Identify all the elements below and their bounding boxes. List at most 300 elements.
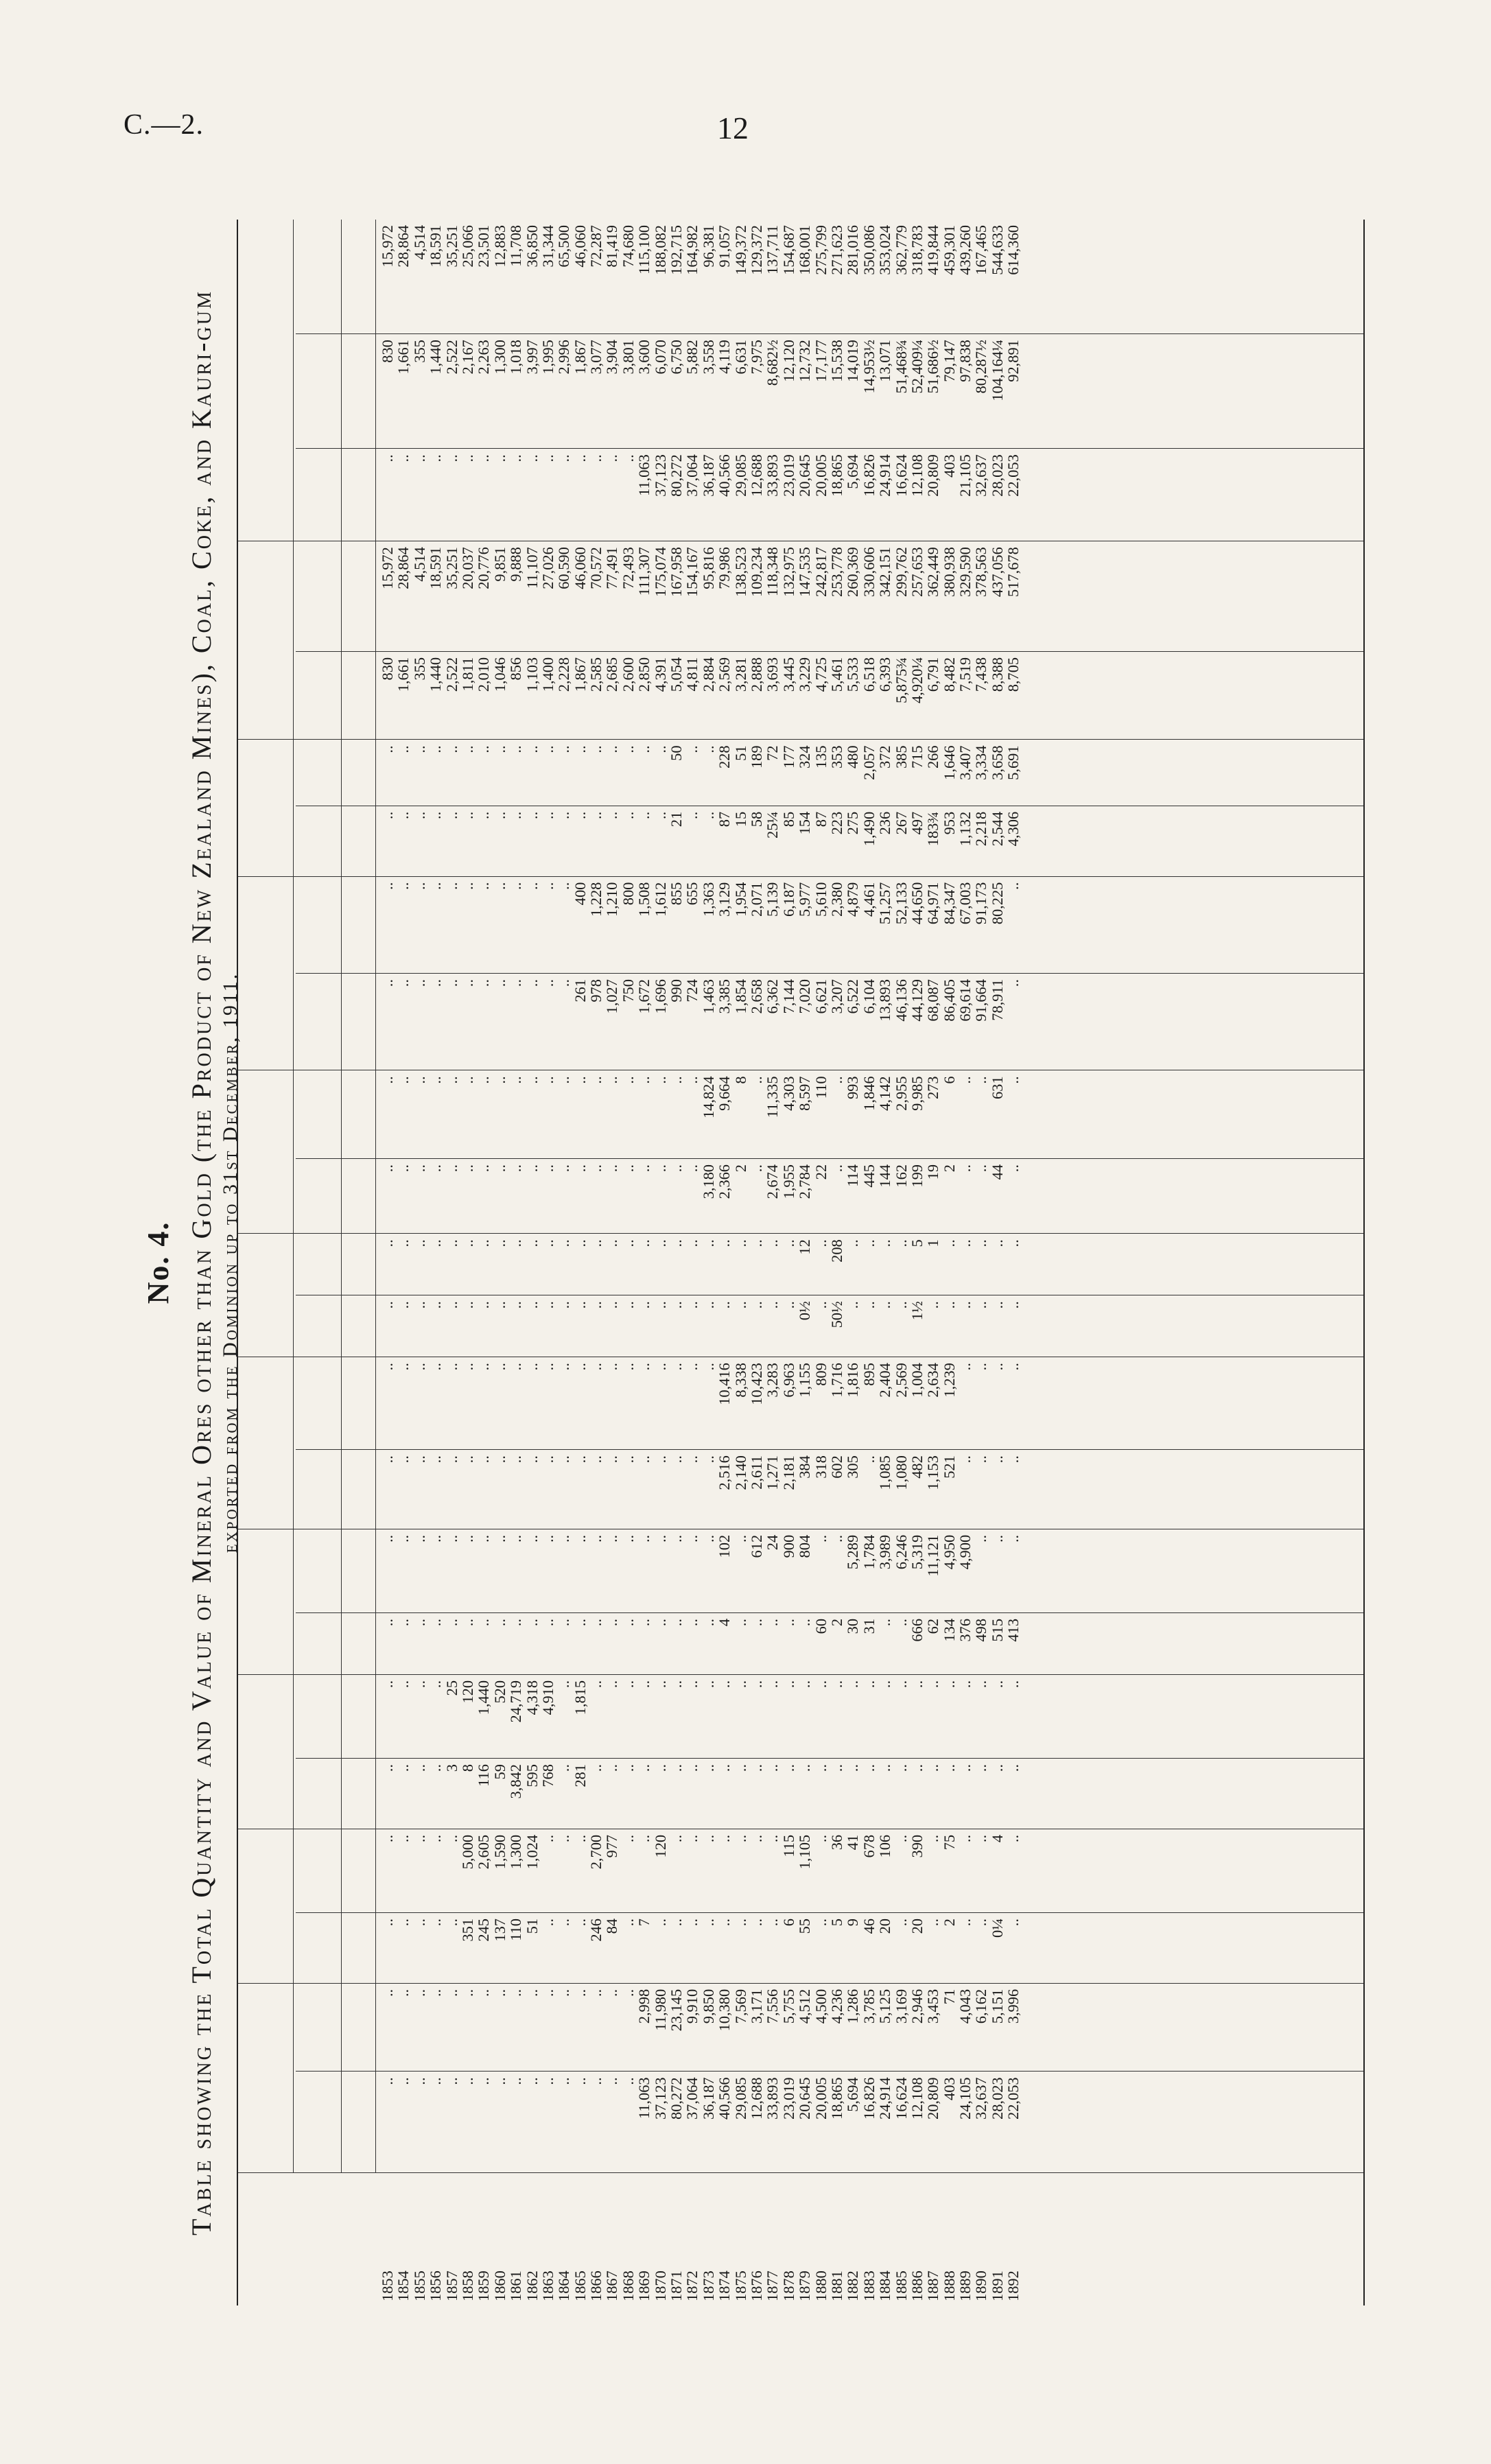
table-cell: .. <box>683 1301 701 1309</box>
table-cell: 11,335 <box>764 1076 782 1118</box>
table-cell: 67,003 <box>956 882 974 925</box>
table-cell: 2,522 <box>443 340 460 375</box>
table-cell: 11,107 <box>523 547 541 589</box>
table-cell: .. <box>668 1164 685 1173</box>
table-cell: 271,623 <box>827 225 845 275</box>
table-cell: .. <box>555 1301 573 1309</box>
table-cell: .. <box>587 2077 605 2085</box>
table-cell: .. <box>395 2077 412 2085</box>
table-cell: 246 <box>587 1919 605 1942</box>
table-cell: 2,366 <box>716 1164 733 1199</box>
table-cell: 72 <box>764 745 782 761</box>
table-cell: 7,569 <box>731 1988 749 2024</box>
table-cell: .. <box>988 1534 1006 1543</box>
table-cell: .. <box>571 811 589 820</box>
table-cell: .. <box>458 1618 476 1627</box>
table-cell: 3,077 <box>587 340 605 375</box>
table-cell: .. <box>1005 1455 1022 1464</box>
table-cell: 9 <box>844 1919 862 1927</box>
table-cell: 1 <box>924 1239 942 1247</box>
table-cell: 177 <box>779 745 797 769</box>
table-cell: .. <box>668 1834 685 1843</box>
table-cell: 24,719 <box>507 1680 525 1723</box>
sub-header-haematite_tons <box>297 1295 338 1357</box>
sub-header-rule <box>341 220 342 2173</box>
table-cell: .. <box>812 1239 830 1247</box>
table-cell: 24,105 <box>956 2077 974 2120</box>
table-cell: 4,306 <box>1005 811 1022 847</box>
table-cell: 750 <box>619 979 637 1002</box>
table-cell: 2,784 <box>796 1164 814 1199</box>
table-cell: .. <box>956 1834 974 1843</box>
table-cell: .. <box>764 1919 782 1927</box>
sub-header-kauri_value <box>297 541 338 652</box>
table-cell: 37,064 <box>683 454 701 497</box>
table-cell: .. <box>539 1164 556 1173</box>
table-cell: 95,816 <box>699 547 717 589</box>
table-cell: .. <box>635 1239 653 1247</box>
table-cell: 1,672 <box>635 979 653 1014</box>
table-cell: 362,449 <box>924 547 942 597</box>
table-cell: .. <box>924 1834 942 1843</box>
sub-header-mixed_tons <box>297 1159 338 1234</box>
table-cell: 242,817 <box>812 547 830 597</box>
table-cell: 1,155 <box>796 1363 814 1398</box>
table-cell: 342,151 <box>876 547 894 597</box>
table-cell: 655 <box>683 882 701 906</box>
table-cell: .. <box>507 882 525 890</box>
table-cell: .. <box>619 1988 637 1997</box>
table-caption <box>134 220 242 2305</box>
table-cell: 3,904 <box>603 340 621 375</box>
table-cell: 50 <box>668 745 685 761</box>
table-cell: 40,566 <box>716 454 733 497</box>
table-cell: .. <box>379 882 396 890</box>
table-cell: .. <box>410 1618 428 1627</box>
table-cell: 520 <box>491 1680 508 1704</box>
table-cell: 305 <box>844 1455 862 1479</box>
table-cell: 28,023 <box>988 2077 1006 2120</box>
table-cell: 631 <box>988 1076 1006 1100</box>
table-cell: .. <box>458 1301 476 1309</box>
table-cell: .. <box>443 2077 460 2085</box>
table-cell: .. <box>764 1301 782 1309</box>
table-cell: 804 <box>796 1534 814 1558</box>
table-cell: .. <box>619 1455 637 1464</box>
table-cell: 1,286 <box>844 1988 862 2024</box>
table-cell: .. <box>699 1534 717 1543</box>
column-group-coal <box>241 877 289 1071</box>
table-cell: 20 <box>908 1919 926 1934</box>
table-cell: 6,631 <box>731 340 749 375</box>
table-cell: .. <box>555 1164 573 1173</box>
table-cell: .. <box>475 745 493 753</box>
table-cell: .. <box>443 1363 460 1371</box>
table-cell: .. <box>956 1076 974 1084</box>
table-cell: 77,491 <box>603 547 621 589</box>
table-cell: 4,514 <box>410 547 428 582</box>
column-group-chrome <box>241 1675 289 1829</box>
table-cell: 162 <box>892 1164 910 1188</box>
table-cell: 977 <box>603 1834 621 1858</box>
table-cell: .. <box>972 1164 990 1173</box>
table-cell: .. <box>443 1534 460 1543</box>
table-cell: 6 <box>779 1919 797 1927</box>
table-cell: 1,716 <box>827 1363 845 1398</box>
table-cell: .. <box>523 1363 541 1371</box>
table-cell: 11,063 <box>635 2077 653 2120</box>
table-cell: 1867 <box>603 2271 621 2301</box>
table-cell: 11,063 <box>635 454 653 496</box>
table-cell: 23,145 <box>668 1988 685 2032</box>
table-cell: 1,811 <box>458 657 476 692</box>
sub-column-divider <box>296 876 1363 877</box>
sub-header-copper_tons <box>297 1913 338 1984</box>
table-cell: .. <box>668 1239 685 1247</box>
table-cell: 62 <box>924 1618 942 1634</box>
table-cell: 1865 <box>571 2271 589 2301</box>
table-cell: 978 <box>587 979 605 1002</box>
sub-header-chrome_value <box>297 1675 338 1759</box>
table-cell: 8,705 <box>1005 657 1022 692</box>
table-cell: 353,024 <box>876 225 894 275</box>
table-cell: .. <box>458 1076 476 1084</box>
table-cell: 5,054 <box>668 657 685 692</box>
unit-label-mixed_value <box>347 1070 370 1159</box>
table-cell: .. <box>539 1988 556 1997</box>
table-cell: 80,225 <box>988 882 1006 925</box>
table-cell: 1860 <box>491 2271 508 2301</box>
table-cell: 353 <box>827 745 845 769</box>
table-cell: 4,461 <box>860 882 878 917</box>
table-cell: .. <box>908 1764 926 1772</box>
table-cell: 2,228 <box>555 657 573 692</box>
table-cell: .. <box>716 1301 733 1309</box>
table-cell: 1,846 <box>860 1076 878 1111</box>
table-cell: 2,071 <box>747 882 765 917</box>
table-cell: .. <box>443 1455 460 1464</box>
sub-header-totals_value <box>297 220 338 334</box>
table-cell: 116 <box>475 1764 493 1787</box>
table-cell: 809 <box>812 1363 830 1386</box>
table-cell: .. <box>379 811 396 820</box>
table-cell: .. <box>619 811 637 820</box>
table-cell: 25,066 <box>458 225 476 268</box>
table-cell: 3,558 <box>699 340 717 375</box>
table-cell: .. <box>587 1076 605 1084</box>
table-cell: .. <box>651 1534 669 1543</box>
table-cell: 2,998 <box>635 1988 653 2024</box>
table-cell: 6,750 <box>668 340 685 375</box>
table-cell: .. <box>410 979 428 987</box>
table-cell: .. <box>619 454 637 462</box>
table-cell: .. <box>956 1239 974 1247</box>
sub-header-coal_value <box>297 877 338 974</box>
table-cell: 3,693 <box>764 657 782 692</box>
table-cell: 1892 <box>1005 2271 1022 2301</box>
table-cell: .. <box>619 1076 637 1084</box>
table-cell: 612 <box>747 1534 765 1558</box>
table-cell: 21,105 <box>956 454 974 497</box>
table-cell: .. <box>940 1301 958 1309</box>
table-cell: 72,493 <box>619 547 637 589</box>
table-cell: 9,910 <box>683 1988 701 2024</box>
table-cell: .. <box>796 1680 814 1689</box>
table-cell: 20,645 <box>796 454 814 497</box>
table-cell: .. <box>458 454 476 462</box>
table-cell: 267 <box>892 811 910 835</box>
table-cell: 36 <box>827 1834 845 1851</box>
table-cell: .. <box>410 1239 428 1247</box>
table-cell: .. <box>860 1680 878 1689</box>
table-cell: 3,283 <box>764 1363 782 1398</box>
table-cell: .. <box>1005 1076 1022 1084</box>
table-cell: 768 <box>539 1764 556 1787</box>
table-cell: .. <box>410 811 428 820</box>
table-cell: 6,621 <box>812 979 830 1014</box>
table-cell: 1,018 <box>507 340 525 375</box>
table-cell: 4,950 <box>940 1534 958 1570</box>
table-cell: 71 <box>940 1988 958 2005</box>
table-cell: .. <box>555 1363 573 1371</box>
table-cell: .. <box>523 745 541 753</box>
table-cell: .. <box>410 1834 428 1843</box>
table-cell: 51,468¾ <box>892 340 910 394</box>
table-cell: 5,461 <box>827 657 845 692</box>
table-cell: 58 <box>747 811 765 828</box>
table-cell: 2,700 <box>587 1834 605 1870</box>
table-cell: .. <box>747 1764 765 1772</box>
table-cell: .. <box>603 1764 621 1772</box>
table-cell: .. <box>539 882 556 890</box>
table-cell: 378,563 <box>972 547 990 597</box>
table-cell: 35,251 <box>443 547 460 589</box>
table-cell: .. <box>507 1076 525 1084</box>
table-cell: 2,634 <box>924 1363 942 1398</box>
table-cell: .. <box>668 1455 685 1464</box>
table-cell: .. <box>571 1834 589 1843</box>
table-cell: 102 <box>716 1534 733 1558</box>
table-cell: .. <box>699 1455 717 1464</box>
table-cell: .. <box>651 1764 669 1772</box>
table-cell: 29,085 <box>731 454 749 497</box>
table-cell: 5,319 <box>908 1534 926 1570</box>
table-cell: 2 <box>731 1164 749 1173</box>
table-cell: 164,982 <box>683 225 701 275</box>
table-cell: 21 <box>668 811 685 828</box>
table-cell: 18,865 <box>827 2077 845 2120</box>
table-cell: 14,824 <box>699 1076 717 1119</box>
table-cell: .. <box>443 1239 460 1247</box>
table-cell: .. <box>972 1834 990 1843</box>
table-cell: .. <box>539 1534 556 1543</box>
table-cell: .. <box>443 1618 460 1627</box>
table-cell: 253,778 <box>827 547 845 597</box>
table-cell: .. <box>571 1919 589 1927</box>
table-cell: .. <box>651 745 669 753</box>
column-group-coke <box>241 740 289 876</box>
table-cell: 7 <box>635 1919 653 1927</box>
sub-header-haematite_value <box>297 1234 338 1295</box>
table-cell: .. <box>475 979 493 987</box>
table-cell: 46,060 <box>571 225 589 268</box>
table-cell: 9,851 <box>491 547 508 582</box>
table-cell: .. <box>379 1239 396 1247</box>
table-cell: .. <box>458 2077 476 2085</box>
table-cell: 96,381 <box>699 225 717 268</box>
table-cell: .. <box>458 1239 476 1247</box>
sub-header-copper_value <box>297 1829 338 1913</box>
table-cell: .. <box>395 1455 412 1464</box>
table-cell: 2,884 <box>699 657 717 692</box>
table-cell: .. <box>427 1988 445 1997</box>
table-cell: 666 <box>908 1618 926 1642</box>
table-cell: 129,372 <box>747 225 765 275</box>
sub-header-chrome_tons <box>297 1759 338 1829</box>
table-cell: 22 <box>812 1164 830 1180</box>
table-cell: .. <box>892 1764 910 1772</box>
table-cell: 614,360 <box>1005 225 1022 275</box>
table-cell: 8 <box>458 1764 476 1772</box>
table-cell: 2,010 <box>475 657 493 692</box>
table-cell: 5,151 <box>988 1988 1006 2024</box>
table-cell: .. <box>571 745 589 753</box>
table-cell: 900 <box>779 1534 797 1558</box>
table-cell: 329,590 <box>956 547 974 597</box>
table-cell: 15,972 <box>379 225 396 268</box>
table-cell: .. <box>507 1301 525 1309</box>
table-cell: 1886 <box>908 2271 926 2301</box>
table-cell: .. <box>924 1919 942 1927</box>
table-cell: .. <box>555 1534 573 1543</box>
table-cell: 4,910 <box>539 1680 556 1715</box>
table-cell: 154,687 <box>779 225 797 275</box>
sub-header-coal_tons <box>297 974 338 1070</box>
table-cell: .. <box>764 1239 782 1247</box>
table-cell: .. <box>427 1076 445 1084</box>
table-cell: 830 <box>379 657 396 681</box>
table-cell: .. <box>876 1618 894 1627</box>
table-cell: 1,867 <box>571 657 589 692</box>
table-cell: 31 <box>860 1618 878 1634</box>
table-cell: .. <box>443 1988 460 1997</box>
table-cell: .. <box>1005 1363 1022 1371</box>
table-cell: 14,019 <box>844 340 862 382</box>
table-cell: 24,914 <box>876 454 894 497</box>
table-cell: .. <box>427 1764 445 1772</box>
table-cell: .. <box>779 1764 797 1772</box>
table-cell: 2 <box>827 1618 845 1627</box>
table-cell: 15,538 <box>827 340 845 382</box>
data-column-kauri_value <box>379 547 1022 648</box>
table-cell: .. <box>379 1076 396 1084</box>
table-cell: 25¼ <box>764 811 782 838</box>
table-cell: 50½ <box>827 1301 845 1328</box>
table-cell: 2,167 <box>458 340 476 375</box>
table-cell: .. <box>731 1534 749 1543</box>
table-cell: .. <box>844 1680 862 1689</box>
table-cell: 46,060 <box>571 547 589 589</box>
table-cell: 59 <box>491 1764 508 1780</box>
table-cell: .. <box>747 1239 765 1247</box>
table-cell: 109,234 <box>747 547 765 597</box>
table-cell: .. <box>587 745 605 753</box>
unit-label-coke_value <box>347 740 370 806</box>
table-cell: 1871 <box>668 2271 685 2301</box>
table-cell: 4,811 <box>683 657 701 692</box>
table-cell: 70,572 <box>587 547 605 589</box>
table-cell: 36,187 <box>699 2077 717 2120</box>
table-cell: 1853 <box>379 2271 396 2301</box>
table-cell: .. <box>731 1834 749 1843</box>
table-cell: 18,591 <box>427 225 445 268</box>
table-cell: 1,400 <box>539 657 556 692</box>
table-cell: 515 <box>988 1618 1006 1642</box>
table-cell: 2,263 <box>475 340 493 375</box>
table-cell: 18,591 <box>427 547 445 589</box>
table-cell: 8,388 <box>988 657 1006 692</box>
unit-label-silver_value <box>347 1984 370 2072</box>
table-cell: 1863 <box>539 2271 556 2301</box>
table-cell: .. <box>635 1301 653 1309</box>
table-cell: 2,674 <box>764 1164 782 1199</box>
table-cell: 37,064 <box>683 2077 701 2120</box>
table-cell: 114 <box>844 1164 862 1187</box>
column-group-mixed <box>241 1070 289 1234</box>
table-cell: 324 <box>796 745 814 769</box>
table-cell: 9,985 <box>908 1076 926 1111</box>
table-cell: .. <box>571 1988 589 1997</box>
table-cell: .. <box>379 1301 396 1309</box>
table-cell: .. <box>427 1618 445 1627</box>
table-cell: .. <box>972 1680 990 1689</box>
table-cell: 497 <box>908 811 926 835</box>
table-cell: 60,590 <box>555 547 573 589</box>
table-cell: 1859 <box>475 2271 493 2301</box>
table-cell: .. <box>491 811 508 820</box>
table-cell: 275 <box>844 811 862 835</box>
table-cell: 1,646 <box>940 745 958 780</box>
table-cell: 318 <box>812 1455 830 1479</box>
table-cell: 2 <box>940 1919 958 1927</box>
table-cell: .. <box>539 454 556 462</box>
table-cell: 12,732 <box>796 340 814 382</box>
table-cell: .. <box>379 1164 396 1173</box>
table-cell: .. <box>827 1164 845 1173</box>
table-cell: 167,958 <box>668 547 685 597</box>
table-cell: .. <box>747 1680 765 1689</box>
sub-header-silver_value <box>297 1984 338 2072</box>
table-cell: .. <box>555 454 573 462</box>
table-cell: 400 <box>571 882 589 906</box>
table-cell: 24,914 <box>876 2077 894 2120</box>
table-cell: .. <box>475 1988 493 1997</box>
table-cell: 20,776 <box>475 547 493 589</box>
table-cell: .. <box>699 811 717 820</box>
table-cell: .. <box>587 1764 605 1772</box>
table-cell: .. <box>443 745 460 753</box>
rotated-table-page <box>134 220 1383 2305</box>
table-cell: 8,682½ <box>764 340 782 386</box>
table-cell: 6,104 <box>860 979 878 1014</box>
table-cell: .. <box>668 1764 685 1772</box>
table-cell: .. <box>475 1239 493 1247</box>
table-cell: .. <box>603 1363 621 1371</box>
table-cell: 36,187 <box>699 454 717 497</box>
table-cell: 1,440 <box>427 340 445 375</box>
table-cell: 403 <box>940 2077 958 2100</box>
table-cell: .. <box>812 1834 830 1843</box>
